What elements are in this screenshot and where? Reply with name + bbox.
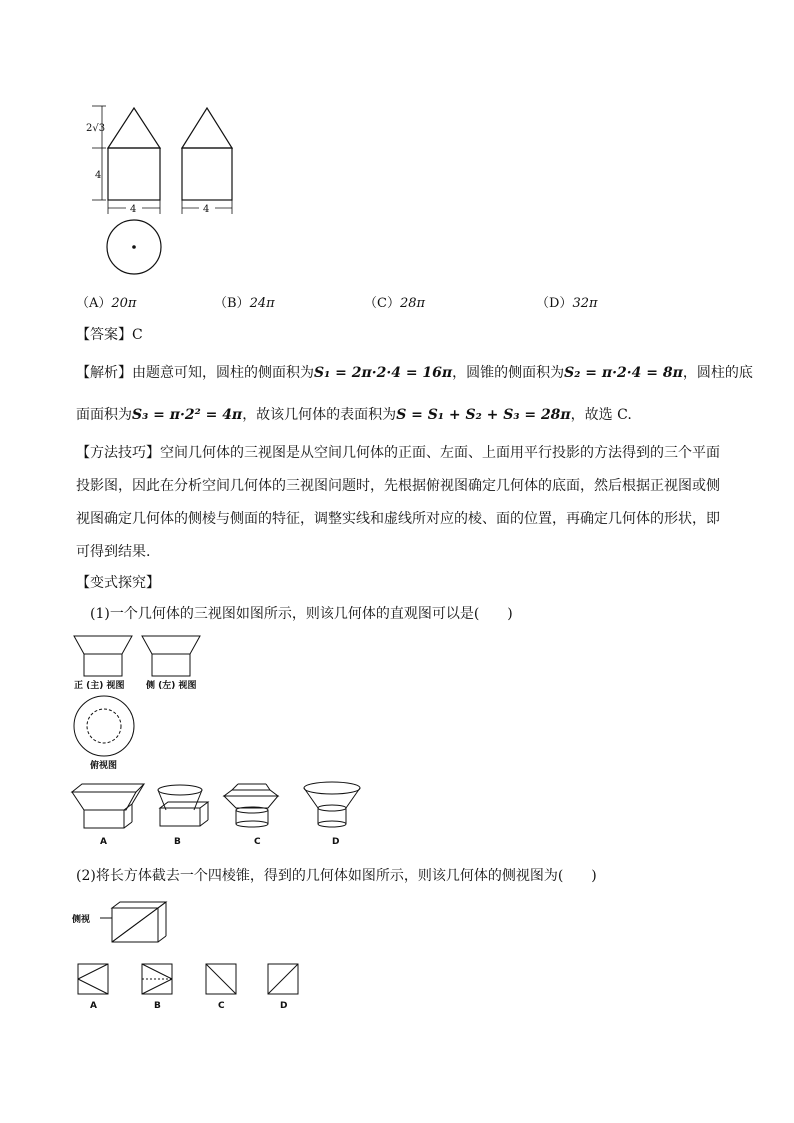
- question-2: (2)将长方体截去一个四棱锥，得到的几何体如图所示，则该几何体的侧视图为( ): [76, 868, 597, 884]
- analysis-tag: 【解析】: [76, 365, 132, 381]
- q1-choice-a-shape: [72, 784, 144, 828]
- front-triangle: [108, 108, 160, 148]
- q2-choice-d-label: D: [280, 1001, 288, 1011]
- q1-top-caption: 俯视图: [90, 761, 118, 771]
- formula-s3: S₃ = π·2² = 4π: [132, 407, 243, 423]
- method-line-1: 【方法技巧】空间几何体的三视图是从空间几何体的正面、左面、上面用平行投影的方法得到的三个平面: [76, 445, 720, 461]
- q1-choice-a-label: A: [100, 837, 107, 847]
- q2-choice-a-shape: [78, 964, 108, 994]
- dim-top-label: 2√3: [86, 123, 106, 134]
- side-triangle: [182, 108, 232, 148]
- variant-tag: 【变式探究】: [76, 575, 160, 591]
- q1-side-rect: [152, 654, 190, 676]
- q1-choice-d-label: D: [332, 837, 340, 847]
- q1-choice-c-shape: [224, 784, 278, 827]
- analysis-line-2: 面面积为S₃ = π·2² = 4π，故该几何体的表面积为S = S₁ + S₂ + S₃ = 28π，故选 C.: [76, 407, 632, 423]
- formula-s1: S₁ = 2π·2·4 = 16π: [314, 365, 453, 381]
- option-a: （A）20π: [76, 296, 137, 311]
- option-c: （C）28π: [364, 296, 426, 311]
- q2-choice-b-label: B: [154, 1001, 161, 1011]
- dim-base-front-label: 4: [130, 204, 137, 215]
- q1-top-outer-circle: [74, 696, 134, 756]
- q1-choice-d-shape: [304, 782, 360, 827]
- q2-choice-a-label: A: [90, 1001, 97, 1011]
- formula-s2: S₂ = π·2·4 = 8π: [564, 365, 683, 381]
- option-b: （B）24π: [214, 296, 275, 311]
- side-square: [182, 148, 232, 200]
- q2-side-view-label: 侧视: [72, 915, 91, 925]
- q1-figure: [70, 632, 370, 852]
- three-view-figure: [84, 100, 244, 280]
- front-square: [108, 148, 160, 200]
- q2-choice-c-label: C: [218, 1001, 225, 1011]
- q1-front-caption: 正 (主) 视图: [74, 681, 125, 691]
- method-tag: 【方法技巧】: [76, 445, 160, 461]
- q1-choice-b-label: B: [174, 837, 181, 847]
- option-d: （D）32π: [536, 296, 598, 311]
- method-line-4: 可得到结果.: [76, 544, 151, 560]
- q2-choice-b-shape: [142, 964, 172, 994]
- method-line-3: 视图确定几何体的侧棱与侧面的特征，调整实线和虚线所对应的棱、面的位置，再确定几何体的形状，即: [76, 511, 720, 527]
- q1-choice-b-shape: [158, 785, 208, 826]
- answer-line: [76, 324, 143, 344]
- dim-base-side-label: 4: [203, 204, 210, 215]
- answer-tag: 【答案】: [76, 327, 132, 343]
- q1-choice-c-label: C: [254, 837, 261, 847]
- q1-front-rect: [84, 654, 122, 676]
- q1-top-inner-circle: [87, 709, 121, 743]
- method-line-2: 投影图，因此在分析空间几何体的三视图问题时，先根据俯视图确定几何体的底面，然后根据正视图或侧: [76, 478, 720, 494]
- dim-side-label: 4: [95, 170, 102, 181]
- q1-front-trapezoid: [74, 636, 132, 654]
- q2-choice-c-shape: [206, 964, 236, 994]
- q2-choice-d-shape: [268, 964, 298, 994]
- q2-figure: [70, 896, 320, 1016]
- analysis-line-1: 【解析】由题意可知，圆柱的侧面积为S₁ = 2π·2·4 = 16π，圆锥的侧面积为S₂ = π·2·4 = 8π，圆柱的底: [76, 365, 753, 381]
- answer-value: C: [132, 327, 143, 343]
- q2-solid-shape: [100, 902, 166, 942]
- q1-side-caption: 侧 (左) 视图: [146, 681, 197, 691]
- question-1: (1)一个几何体的三视图如图所示，则该几何体的直观图可以是( ): [90, 606, 513, 622]
- q1-side-trapezoid: [142, 636, 200, 654]
- formula-s: S = S₁ + S₂ + S₃ = 28π: [396, 407, 571, 423]
